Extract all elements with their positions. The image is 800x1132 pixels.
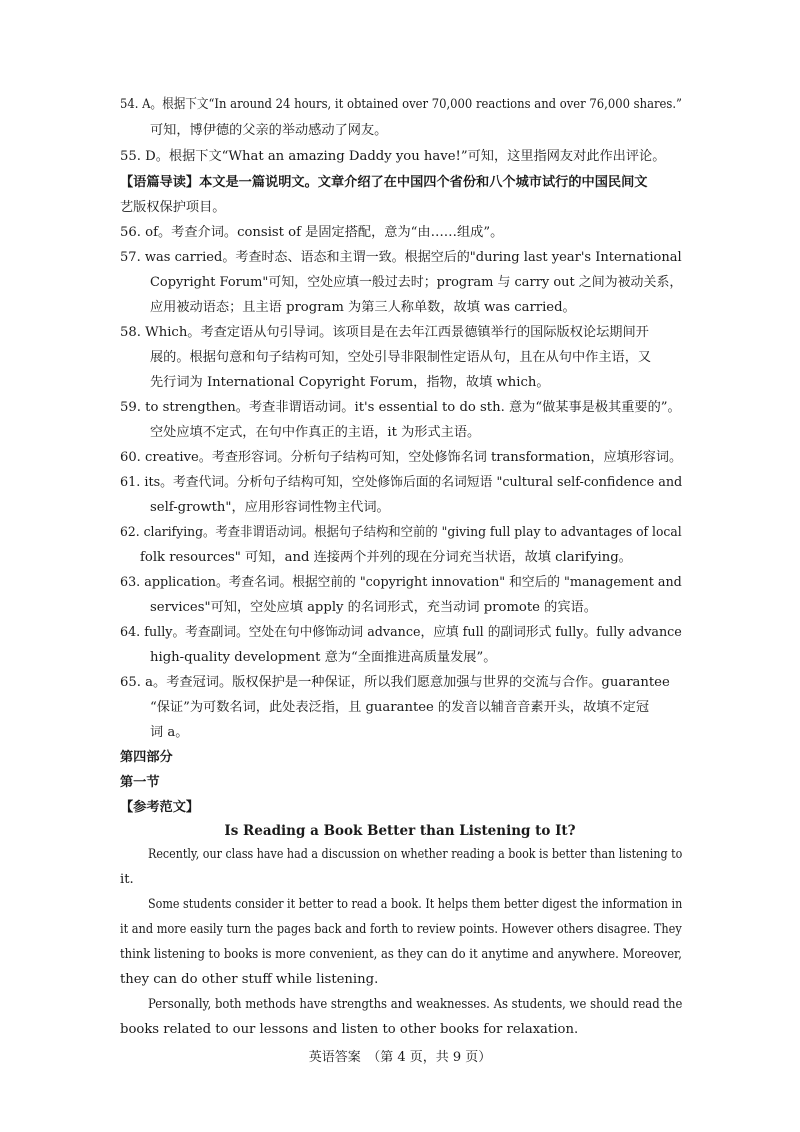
- answer-54-line-1: 54. A。根据下文“In around 24 hours, it obtained over 70,000 reactions and over 76,000 shares.”: [120, 97, 682, 112]
- essay-paragraph-1-line-1: Recently, our class have had a discussion on whether reading a book is better than listening to: [148, 847, 683, 862]
- part-heading: 第四部分: [120, 750, 173, 765]
- answer-64-line-1: 64. fully。考查副词。空处在句中修饰动词 advance，应填 full 的副词形式 fully。fully advance: [120, 625, 682, 640]
- answer-62-line-2: folk resources" 可知，and 连接两个并列的现在分词充当状语，故填 clarifying。: [140, 550, 632, 565]
- answer-59-line-1: 59. to strengthen。考查非谓语动词。it's essential to do sth. 意为“做某事是极其重要的”。: [120, 400, 681, 415]
- answer-58-line-2: 展的。根据句意和句子结构可知，空处引导非限制性定语从句，且在从句中作主语，又: [150, 350, 652, 365]
- subsection-heading: 第一节: [120, 775, 160, 790]
- answer-65-line-3: 词 a。: [150, 725, 189, 740]
- essay-paragraph-2-line-3: think listening to books is more convenient, as they can do it anytime and anywhere. Moreover,: [120, 947, 682, 962]
- page-footer: 英语答案 （第 4 页，共 9 页）: [308, 1050, 492, 1065]
- essay-title: Is Reading a Book Better than Listening to It?: [224, 823, 576, 839]
- essay-paragraph-3-line-1: Personally, both methods have strengths and weaknesses. As students, we should read the: [148, 997, 683, 1012]
- answer-65-line-2: “保证”为可数名词，此处表泛指，且 guarantee 的发音以辅音音素开头，故填不定冠: [150, 700, 650, 715]
- essay-paragraph-3-line-2: books related to our lessons and listen to other books for relaxation.: [120, 1022, 579, 1037]
- answer-64-line-2: high-quality development 意为“全面推进高质量发展”。: [150, 650, 497, 665]
- answer-61-line-1: 61. its。考查代词。分析句子结构可知，空处修饰后面的名词短语 "cultural self-confidence and: [120, 475, 683, 490]
- answer-57-line-2: Copyright Forum"可知，空处应填一般过去时；program 与 carry out 之间为被动关系，: [150, 275, 683, 290]
- essay-paragraph-2-line-4: they can do other stuff while listening.: [120, 972, 379, 987]
- answer-54-line-2: 可知，博伊德的父亲的举动感动了网友。: [150, 123, 388, 138]
- model-essay-label: 【参考范文】: [120, 800, 200, 815]
- answer-62-line-1: 62. clarifying。考查非谓语动词。根据句子结构和空前的 "giving full play to advantages of local: [120, 525, 682, 540]
- answer-56-line-1: 56. of。考查介词。consist of 是固定搭配，意为“由……组成”。: [120, 225, 504, 240]
- answer-60-line-1: 60. creative。考查形容词。分析句子结构可知，空处修饰名词 transformation，应填形容词。: [120, 450, 683, 465]
- answer-61-line-2: self-growth"，应用形容词性物主代词。: [150, 500, 390, 515]
- essay-paragraph-2-line-1: Some students consider it better to read a book. It helps them better digest the information in: [148, 897, 683, 912]
- answer-65-line-1: 65. a。考查冠词。版权保护是一种保证，所以我们愿意加强与世界的交流与合作。guarantee: [120, 675, 670, 690]
- answer-57-line-3: 应用被动语态；且主语 program 为第三人称单数，故填 was carried。: [150, 300, 576, 315]
- answer-55-line-1: 55. D。根据下文“What an amazing Daddy you have!”可知，这里指网友对此作出评论。: [120, 149, 666, 164]
- essay-paragraph-1-line-2: it.: [120, 872, 134, 887]
- answer-59-line-2: 空处应填不定式，在句中作真正的主语，it 为形式主语。: [150, 425, 481, 440]
- essay-paragraph-2-line-2: it and more easily turn the pages back and forth to review points. However others disagree. They: [120, 922, 682, 937]
- answer-58-line-1: 58. Which。考查定语从句引导词。该项目是在去年江西景德镇举行的国际版权论坛期间开: [120, 325, 649, 340]
- answer-57-line-1: 57. was carried。考查时态、语态和主谓一致。根据空后的"during last year's International: [120, 250, 682, 265]
- discourse-guide-line-2: 艺版权保护项目。: [120, 200, 226, 215]
- discourse-guide-line-1: 【语篇导读】本文是一篇说明文。文章介绍了在中国四个省份和八个城市试行的中国民间文: [120, 175, 648, 190]
- answer-63-line-1: 63. application。考查名词。根据空前的 "copyright innovation" 和空后的 "management and: [120, 575, 682, 590]
- answer-63-line-2: services"可知，空处应填 apply 的名词形式，充当动词 promote 的宾语。: [150, 600, 597, 615]
- answer-58-line-3: 先行词为 International Copyright Forum，指物，故填 which。: [150, 375, 550, 390]
